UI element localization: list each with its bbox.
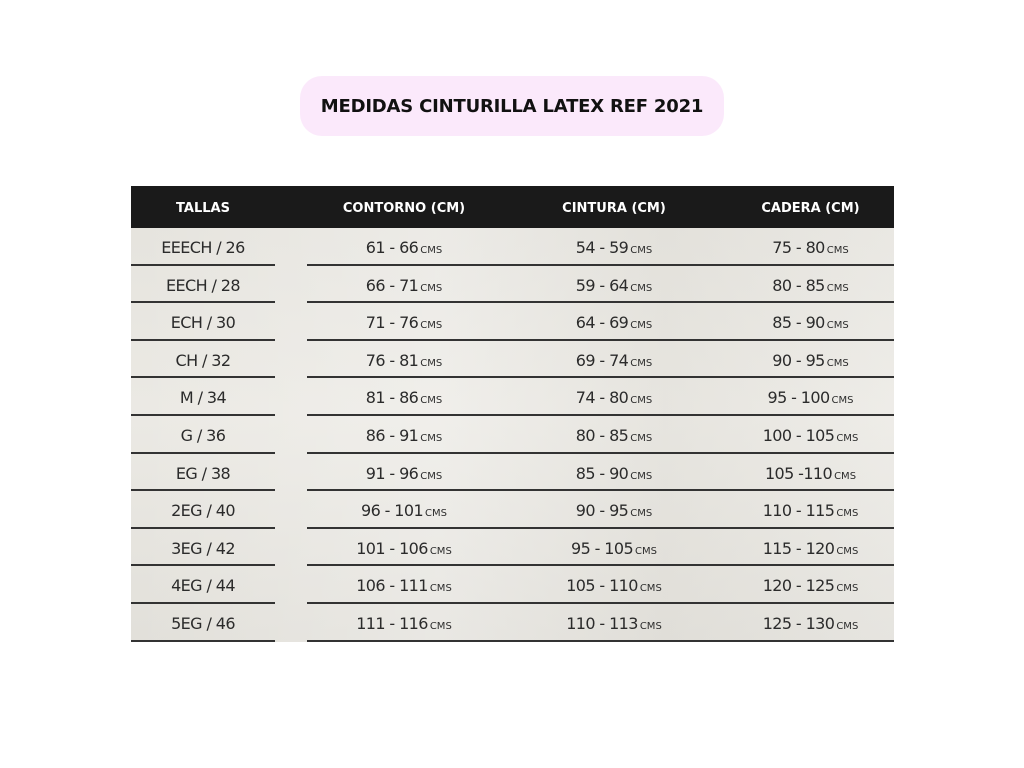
table-row [131, 566, 894, 604]
cell-contorno [307, 303, 501, 341]
cell-talla [131, 341, 275, 379]
cell-cintura [501, 341, 727, 379]
cell-cintura-unit: CMS [639, 621, 662, 632]
cell-cadera [727, 529, 894, 567]
cell-talla-value: 5EG / 46 [171, 614, 235, 633]
cell-cadera-unit: CMS [836, 621, 859, 632]
cell-contorno-unit: CMS [429, 621, 452, 632]
cell-contorno-value: 66 - 71 [365, 275, 419, 295]
cell-cadera [727, 491, 894, 529]
cell-contorno-unit: CMS [420, 357, 443, 369]
cell-cintura-value: 74 - 80 [575, 388, 629, 408]
cell-cadera-value: 125 - 130 [762, 614, 835, 633]
cell-contorno [307, 341, 501, 379]
table-row [131, 529, 894, 567]
cell-cadera [727, 454, 894, 492]
cell-cadera [727, 303, 894, 341]
cell-talla-value: ECH / 30 [170, 313, 236, 333]
cell-cadera-value: 95 - 100 [767, 388, 830, 408]
cell-cintura-unit: CMS [630, 282, 653, 294]
cell-cadera-value: 100 - 105 [762, 426, 835, 445]
cell-talla [131, 529, 275, 567]
cell-cadera-unit: CMS [826, 282, 849, 294]
cell-cintura-unit: CMS [639, 583, 662, 595]
cell-cintura-value: 95 - 105 [570, 538, 634, 558]
table-row [131, 378, 894, 416]
cell-cadera-unit: CMS [836, 433, 859, 444]
cell-cadera-value: 75 - 80 [772, 238, 825, 257]
cell-talla-value: EEECH / 26 [161, 238, 245, 257]
table-row [131, 303, 894, 341]
cell-cintura [501, 604, 727, 642]
table-row [131, 491, 894, 529]
header-cadera: CADERA (CM) [761, 201, 860, 216]
cell-talla-value: 2EG / 40 [171, 501, 235, 521]
table-row [131, 416, 894, 454]
cell-talla [131, 604, 275, 642]
cell-cadera-unit: CMS [836, 583, 859, 595]
cell-contorno [307, 228, 501, 266]
cell-talla-value: EECH / 28 [166, 275, 240, 295]
cell-contorno-unit: CMS [429, 545, 452, 557]
cell-cintura [501, 266, 727, 304]
cell-cadera-value: 110 - 115 [762, 501, 835, 521]
header-cintura: CINTURA (CM) [562, 201, 666, 216]
cell-cintura [501, 566, 727, 604]
cell-talla [131, 454, 275, 492]
cell-cadera-value: 115 - 120 [762, 538, 835, 558]
cell-cadera [727, 341, 894, 379]
cell-cintura-value: 110 - 113 [566, 614, 638, 633]
cell-cintura-unit: CMS [630, 245, 653, 256]
page-title: MEDIDAS CINTURILLA LATEX REF 2021 [320, 95, 704, 117]
cell-contorno-value: 71 - 76 [365, 313, 419, 333]
cell-talla [131, 303, 275, 341]
cell-contorno-value: 101 - 106 [356, 538, 428, 558]
cell-cintura [501, 416, 727, 454]
cell-cadera-value: 105 -110 [764, 463, 833, 483]
cell-cintura-value: 59 - 64 [575, 275, 629, 295]
cell-talla-value: 3EG / 42 [171, 538, 235, 558]
cell-cintura-value: 90 - 95 [575, 501, 629, 521]
cell-cintura-value: 54 - 59 [575, 238, 629, 257]
cell-contorno [307, 416, 501, 454]
cell-contorno-unit: CMS [420, 433, 443, 444]
cell-cintura [501, 303, 727, 341]
cell-cadera-unit: CMS [826, 320, 849, 332]
cell-cintura-value: 69 - 74 [575, 350, 629, 370]
cell-cintura-unit: CMS [630, 433, 653, 444]
cell-contorno-unit: CMS [420, 282, 443, 294]
cell-contorno [307, 604, 501, 642]
cell-cintura [501, 454, 727, 492]
cell-contorno [307, 491, 501, 529]
cell-cintura [501, 228, 727, 266]
cell-contorno-unit: CMS [420, 470, 443, 482]
cell-contorno-unit: CMS [429, 583, 452, 595]
cell-cintura [501, 529, 727, 567]
cell-cadera-unit: CMS [834, 470, 857, 482]
table-row [131, 341, 894, 379]
cell-cintura-unit: CMS [635, 545, 657, 557]
cell-cintura-unit: CMS [630, 470, 653, 482]
cell-cadera [727, 416, 894, 454]
cell-cintura-value: 105 - 110 [566, 576, 638, 596]
cell-contorno-unit: CMS [420, 395, 443, 407]
cell-cintura-value: 64 - 69 [575, 313, 629, 333]
size-table [131, 186, 894, 642]
cell-talla-value: G / 36 [180, 426, 226, 445]
cell-talla-value: M / 34 [179, 388, 227, 408]
cell-cadera-value: 85 - 90 [772, 313, 825, 333]
cell-cadera-value: 90 - 95 [772, 350, 825, 370]
cell-cintura-unit: CMS [630, 508, 653, 520]
table-row [131, 454, 894, 492]
cell-contorno-unit: CMS [420, 320, 443, 332]
cell-contorno [307, 529, 501, 567]
cell-contorno-value: 106 - 111 [356, 576, 428, 596]
title-banner [300, 76, 724, 136]
cell-talla-value: EG / 38 [175, 463, 231, 483]
cell-cintura-unit: CMS [630, 395, 653, 407]
cell-talla [131, 566, 275, 604]
cell-contorno-value: 91 - 96 [365, 463, 419, 483]
table-row [131, 266, 894, 304]
cell-talla-value: 4EG / 44 [171, 576, 235, 596]
cell-cintura-unit: CMS [630, 320, 653, 332]
cell-contorno [307, 378, 501, 416]
cell-contorno-value: 86 - 91 [365, 426, 419, 445]
cell-cadera [727, 228, 894, 266]
cell-contorno-value: 81 - 86 [365, 388, 419, 408]
cell-cintura [501, 491, 727, 529]
cell-cadera-value: 120 - 125 [762, 576, 835, 596]
cell-cadera [727, 566, 894, 604]
cell-contorno [307, 454, 501, 492]
cell-contorno-value: 76 - 81 [365, 350, 419, 370]
cell-cadera-unit: CMS [831, 395, 854, 407]
cell-talla [131, 378, 275, 416]
cell-contorno [307, 266, 501, 304]
cell-contorno-value: 111 - 116 [356, 614, 428, 633]
cell-talla-value: CH / 32 [175, 350, 231, 370]
cell-cadera-unit: CMS [826, 357, 849, 369]
cell-cadera-unit: CMS [836, 508, 859, 520]
table-row [131, 228, 894, 266]
cell-contorno [307, 566, 501, 604]
cell-contorno-value: 61 - 66 [365, 238, 419, 257]
cell-cadera [727, 266, 894, 304]
header-tallas: TALLAS [176, 201, 230, 216]
row-divider [131, 640, 275, 642]
cell-talla [131, 416, 275, 454]
cell-talla [131, 266, 275, 304]
cell-cintura [501, 378, 727, 416]
table-row [131, 604, 894, 642]
row-divider [307, 640, 894, 642]
cell-cadera-value: 80 - 85 [772, 275, 825, 295]
cell-cadera [727, 604, 894, 642]
cell-cintura-unit: CMS [630, 357, 653, 369]
cell-cadera-unit: CMS [826, 245, 849, 256]
table-header [131, 186, 894, 228]
cell-contorno-unit: CMS [420, 245, 443, 256]
cell-talla [131, 491, 275, 529]
cell-cadera [727, 378, 894, 416]
cell-contorno-unit: CMS [425, 508, 447, 520]
cell-cintura-value: 80 - 85 [575, 426, 629, 445]
header-contorno: CONTORNO (CM) [342, 201, 466, 216]
cell-cadera-unit: CMS [836, 545, 859, 557]
cell-contorno-value: 96 - 101 [360, 501, 424, 521]
cell-cintura-value: 85 - 90 [575, 463, 629, 483]
cell-talla [131, 228, 275, 266]
